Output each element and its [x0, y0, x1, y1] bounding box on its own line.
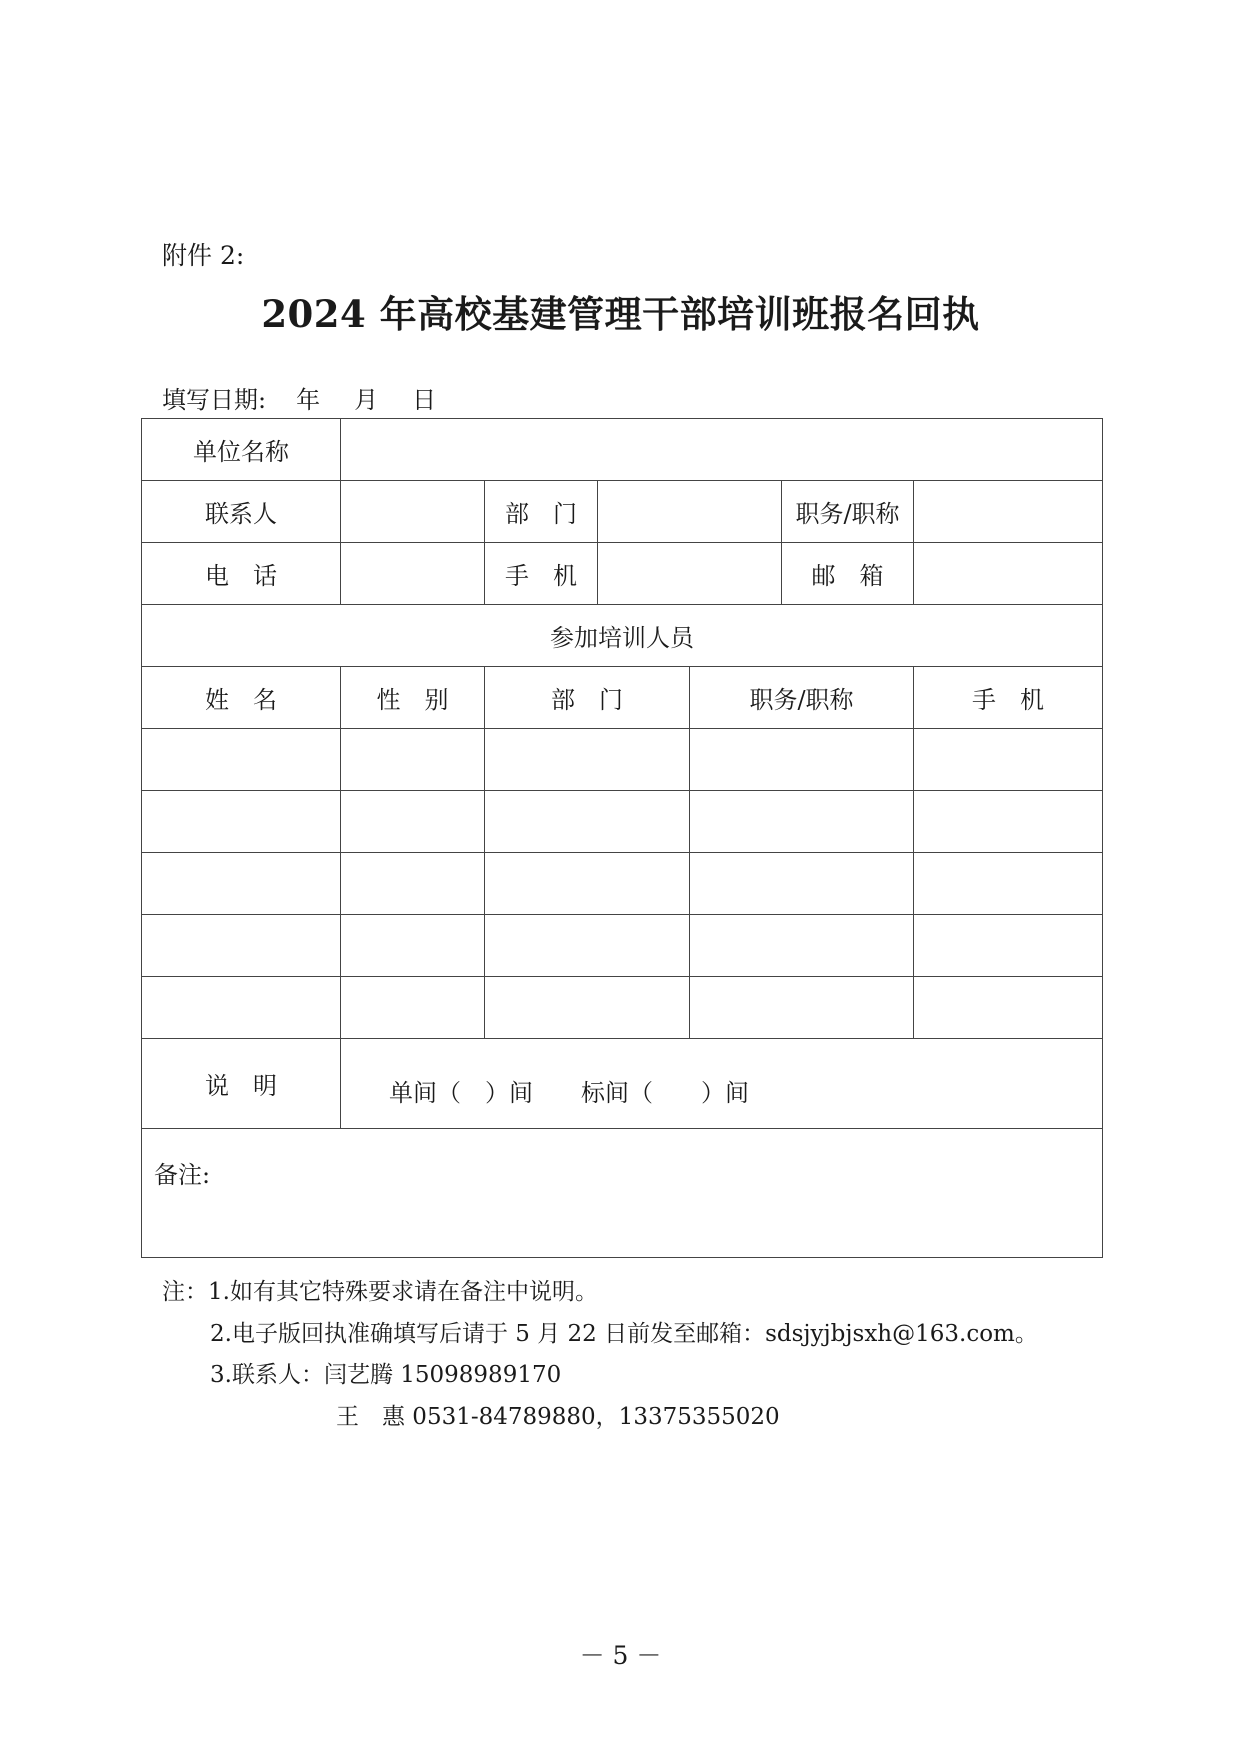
participant-name-cell[interactable]	[142, 791, 341, 853]
note-line: 王 惠 0531-84789880，13375355020	[336, 1403, 780, 1430]
explain-label: 说 明	[142, 1039, 341, 1129]
participant-row	[142, 977, 1103, 1039]
fill-date-year: 年	[296, 386, 321, 414]
unit-name-label: 单位名称	[142, 419, 341, 481]
participant-row	[142, 791, 1103, 853]
participant-position-cell[interactable]	[690, 915, 914, 977]
participant-department-cell[interactable]	[485, 915, 690, 977]
mobile-label: 手 机	[485, 543, 598, 605]
column-header-mobile: 手 机	[914, 667, 1103, 729]
participant-department-cell[interactable]	[485, 977, 690, 1039]
participant-row	[142, 853, 1103, 915]
note-line: 2.电子版回执准确填写后请于 5 月 22 日前发至邮箱：sdsjyjbjsxh@163.com。	[210, 1320, 1038, 1347]
fill-date-label: 填写日期:	[162, 386, 267, 414]
participant-row	[142, 915, 1103, 977]
participant-mobile-cell[interactable]	[914, 853, 1103, 915]
participant-department-cell[interactable]	[485, 853, 690, 915]
phone-field[interactable]	[341, 543, 485, 605]
page-number: － 5 －	[579, 1641, 662, 1670]
participant-mobile-cell[interactable]	[914, 977, 1103, 1039]
room-type-field[interactable]: 单间（ ）间 标间（ ）间	[341, 1039, 1103, 1129]
participant-gender-cell[interactable]	[341, 977, 485, 1039]
participant-gender-cell[interactable]	[341, 915, 485, 977]
note-line: 注：1.如有其它特殊要求请在备注中说明。	[162, 1279, 598, 1305]
participant-position-cell[interactable]	[690, 729, 914, 791]
page-title: 2024 年高校基建管理干部培训班报名回执	[261, 292, 980, 336]
column-header-position: 职务/职称	[690, 667, 914, 729]
participant-name-cell[interactable]	[142, 977, 341, 1039]
notes	[162, 1272, 1038, 1438]
participant-mobile-cell[interactable]	[914, 729, 1103, 791]
participant-gender-cell[interactable]	[341, 729, 485, 791]
column-header-name: 姓 名	[142, 667, 341, 729]
participants-header: 参加培训人员	[142, 605, 1103, 667]
participant-gender-cell[interactable]	[341, 791, 485, 853]
participant-department-cell[interactable]	[485, 729, 690, 791]
participant-position-cell[interactable]	[690, 977, 914, 1039]
column-header-gender: 性 别	[341, 667, 485, 729]
email-label: 邮 箱	[782, 543, 914, 605]
participant-position-cell[interactable]	[690, 853, 914, 915]
participant-position-cell[interactable]	[690, 791, 914, 853]
participant-mobile-cell[interactable]	[914, 915, 1103, 977]
note-line: 3.联系人：闫艺腾 15098989170	[210, 1362, 562, 1388]
fill-date	[162, 380, 470, 415]
position-field[interactable]	[914, 481, 1103, 543]
participant-department-cell[interactable]	[485, 791, 690, 853]
participant-name-cell[interactable]	[142, 853, 341, 915]
registration-form	[141, 418, 1103, 1258]
column-header-department: 部 门	[485, 667, 690, 729]
participant-name-cell[interactable]	[142, 729, 341, 791]
phone-label: 电 话	[142, 543, 341, 605]
mobile-field[interactable]	[598, 543, 782, 605]
participant-mobile-cell[interactable]	[914, 791, 1103, 853]
fill-date-month: 月	[354, 386, 379, 414]
position-label: 职务/职称	[782, 481, 914, 543]
participant-row	[142, 729, 1103, 791]
department-label: 部 门	[485, 481, 598, 543]
attachment-label: 附件 2:	[162, 241, 245, 270]
email-field[interactable]	[914, 543, 1103, 605]
department-field[interactable]	[598, 481, 782, 543]
fill-date-day: 日	[412, 386, 437, 414]
contact-label: 联系人	[142, 481, 341, 543]
participant-gender-cell[interactable]	[341, 853, 485, 915]
remark-field[interactable]: 备注:	[142, 1129, 1103, 1258]
unit-name-field[interactable]	[341, 419, 1103, 481]
contact-field[interactable]	[341, 481, 485, 543]
participant-name-cell[interactable]	[142, 915, 341, 977]
